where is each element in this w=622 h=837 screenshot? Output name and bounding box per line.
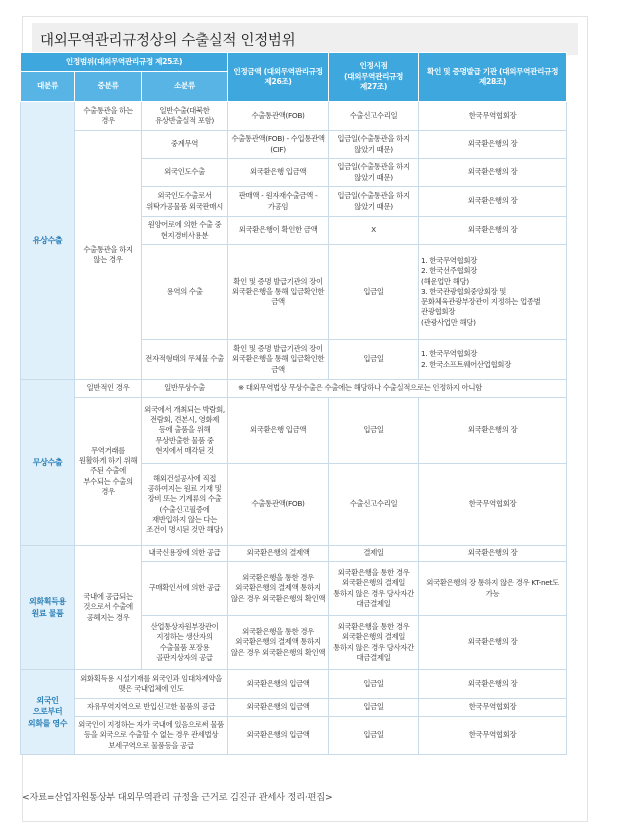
- merged-cell: 외국인이 지정하는 자가 국내에 있음으로써 물품 등을 외국으로 수출할 수 없는 경우 관세법상 보세구역으로 물품등을 공급: [75, 717, 228, 755]
- middle-cell: 수출통관을 하지 않는 경우: [75, 131, 142, 380]
- agency-cell: 외국환은행의 장: [419, 131, 567, 159]
- agency-cell: 한국무역협회장: [419, 102, 567, 131]
- minor-cell: 내국신용장에 의한 공급: [142, 546, 228, 562]
- page-title: 대외무역관리규정상의 수출실적 인정범위: [40, 33, 296, 49]
- amount-cell: 외국환은행의 입금액: [228, 717, 329, 755]
- amount-cell: 외국환은행의 입금액: [228, 699, 329, 717]
- minor-cell: 외국인도수출: [142, 159, 228, 187]
- amount-cell: 외국환은행의 결제액: [228, 546, 329, 562]
- minor-cell: 용역의 수출: [142, 245, 228, 340]
- table-row: [21, 546, 567, 562]
- minor-cell: 일반수출(대북한 유상반출실적 포함): [142, 102, 228, 131]
- timing-cell: 외국환은행을 통한 경우 외국환은행의 결제일 통하지 않은 경우 당사자간 대금결제일: [329, 616, 419, 670]
- agency-cell: 1. 한국무역협회장 2. 한국선주협회장 (해운업만 해당) 3. 한국관광협회중앙회장 및 문화체육관광부장관이 지정하는 업종별 관광협회장 (관광사업만 해당): [419, 245, 567, 340]
- amount-cell: 외국환은행 입금액: [228, 398, 329, 464]
- header-minor: 소분류: [142, 72, 228, 102]
- minor-cell: 해외건설공사에 직접 공하여지는 원료 기재 및 장비 또는 기계류의 수출 (수출신고필증에 재반입하지 않는 다는 조건이 명시된 것만 해당): [142, 464, 228, 546]
- agency-cell: 외국환은행의 장: [419, 398, 567, 464]
- minor-cell: 중계무역: [142, 131, 228, 159]
- timing-cell: 입금일(수출통관을 하지 않았기 때문): [329, 159, 419, 187]
- timing-cell: 입금일: [329, 670, 419, 699]
- category-foreign-receipt: 외국인 으로부터 외화를 영수: [21, 670, 75, 755]
- table-row: [21, 670, 567, 699]
- source-caption: <자료=산업자원통상부 대외무역관리 규정을 근거로 김진규 관세사 정리·편집>: [22, 792, 333, 803]
- table-row: [21, 699, 567, 717]
- export-recognition-table: [20, 52, 567, 755]
- amount-cell: 수출통관액(FOB) - 수입통관액(CIF): [228, 131, 329, 159]
- minor-cell: 원양어로에 의한 수출 중 현지경비사용분: [142, 217, 228, 245]
- header-middle: 중분류: [75, 72, 142, 102]
- agency-cell: 1. 한국무역협회장 2. 한국소프트웨어산업협회장: [419, 340, 567, 380]
- amount-cell: 판매액 - 원자재수출금액 - 가공임: [228, 187, 329, 217]
- timing-cell: 입금일: [329, 245, 419, 340]
- amount-cell: 외국환은행의 입금액: [228, 670, 329, 699]
- middle-cell: 국내에 공급되는 것으로서 수출에 공헤지는 경우: [75, 546, 142, 670]
- agency-cell: 외국환은행의 장: [419, 159, 567, 187]
- note-cell: ※ 대외무역법상 무상수출은 수출에는 해당하나 수출실적으로는 인정하지 아니함: [228, 380, 567, 398]
- header-amount: 인정금액 (대외무역관리규정 제26조): [228, 53, 329, 102]
- minor-cell: 외국에서 개최되는 박람회, 전람회, 견본시, 영화제 등에 출품을 위해 무상반출한 물품 중 현지에서 매각된 것: [142, 398, 228, 464]
- timing-cell: 입금일(수출통관을 하지 않았기 때문): [329, 187, 419, 217]
- agency-cell: 외국환은행의 장: [419, 670, 567, 699]
- middle-cell: 수출통관을 하는 경우: [75, 102, 142, 131]
- category-free-export: 무상수출: [21, 380, 75, 546]
- agency-cell: 외국환은행의 장: [419, 187, 567, 217]
- timing-cell: 수출신고수리일: [329, 464, 419, 546]
- table-row: [21, 380, 567, 398]
- title-bar: [32, 23, 578, 55]
- minor-cell: 전자적형태의 무체물 수출: [142, 340, 228, 380]
- minor-cell: 일반무상수출: [142, 380, 228, 398]
- amount-cell: 외국환은행이 확인한 금액: [228, 217, 329, 245]
- agency-cell: 한국무역협회장: [419, 699, 567, 717]
- timing-cell: 입금일(수출통관을 하지 않았기 때문): [329, 131, 419, 159]
- agency-cell: 외국환은행의 장: [419, 616, 567, 670]
- agency-cell: 한국무역협회장: [419, 717, 567, 755]
- merged-cell: 외화획득용 시설기재를 외국인과 임대차계약을 맺은 국내업체에 인도: [75, 670, 228, 699]
- timing-cell: 외국환은행을 통한 경우 외국환은행의 결제일 통하지 않은 경우 당사자간 대금결제일: [329, 562, 419, 616]
- agency-cell: 한국무역협회장: [419, 464, 567, 546]
- category-raw-material: 외화획득용 원료 물품: [21, 546, 75, 670]
- agency-cell: 외국환은행의 장: [419, 546, 567, 562]
- timing-cell: 입금일: [329, 717, 419, 755]
- minor-cell: 산업통상자원부장관이 지정하는 생산자의 수출물품 포장용 골판지상자의 공급: [142, 616, 228, 670]
- agency-cell: 외국환은행의 장: [419, 217, 567, 245]
- table-row: [21, 131, 567, 159]
- amount-cell: 외국환은행 입금액: [228, 159, 329, 187]
- table-row: [21, 398, 567, 464]
- timing-cell: 입금일: [329, 340, 419, 380]
- table-row: [21, 102, 567, 131]
- timing-cell: X: [329, 217, 419, 245]
- table-row: [21, 717, 567, 755]
- agency-cell: 외국환은행의 장 통하지 않은 경우 KT-net도 가능: [419, 562, 567, 616]
- amount-cell: 수출통관액(FOB): [228, 102, 329, 131]
- timing-cell: 결제일: [329, 546, 419, 562]
- merged-cell: 자유무역지역으로 반입신고한 물품의 공급: [75, 699, 228, 717]
- timing-cell: 수출신고수리일: [329, 102, 419, 131]
- timing-cell: 입금일: [329, 398, 419, 464]
- timing-cell: 입금일: [329, 699, 419, 717]
- amount-cell: 수출통관액(FOB): [228, 464, 329, 546]
- minor-cell: 구매확인서에 의한 공급: [142, 562, 228, 616]
- middle-cell: 무역거래를 원활하게 하기 위해 주된 수출에 부수되는 수출의 경우: [75, 398, 142, 546]
- header-major: 대분류: [21, 72, 75, 102]
- minor-cell: 외국인도수출로서 위탁가공물품 외국판매시: [142, 187, 228, 217]
- header-timing: 인정시점 (대외무역관리규정 제27조): [329, 53, 419, 102]
- middle-cell: 일반적인 경우: [75, 380, 142, 398]
- amount-cell: 외국환은행을 통한 경우 외국환은행의 결제액 통하지 않은 경우 외국환은행의 확인액: [228, 616, 329, 670]
- amount-cell: 외국환은행을 통한 경우 외국환은행의 결제액 통하지 않은 경우 외국환은행의 확인액: [228, 562, 329, 616]
- amount-cell: 확인 및 증명 발급기관의 장이 외국환은행을 통해 입금확인한 금액: [228, 245, 329, 340]
- category-paid-export: 유상수출: [21, 102, 75, 380]
- amount-cell: 확인 및 증명 발급기관의 장이 외국환은행을 통해 입금확인한 금액: [228, 340, 329, 380]
- header-agency: 확인 및 증명발급 기관 (대외무역관리규정 제28조): [419, 53, 567, 102]
- header-scope: 인정범위(대외무역관리규정 제25조): [21, 53, 228, 72]
